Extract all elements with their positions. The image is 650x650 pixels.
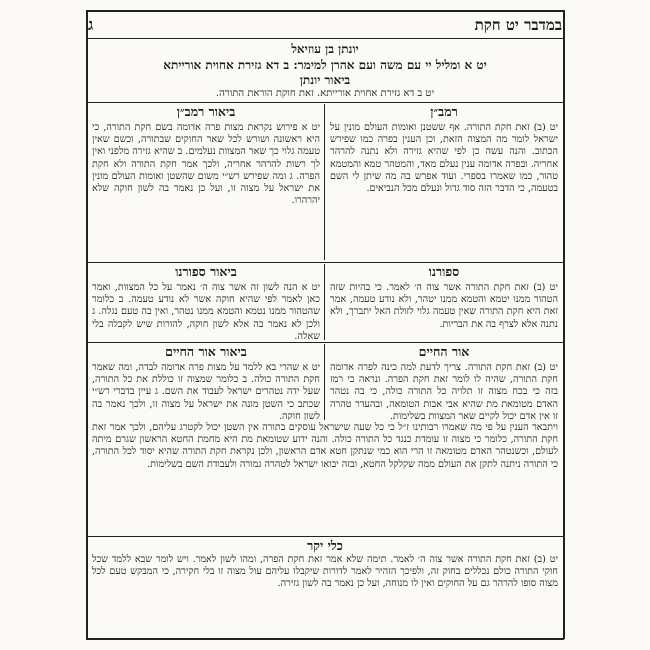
frame-left [86, 10, 88, 639]
or-hachaim-text: יט (ב) זאת חקת התורה. צריך לדעת למה כינה לפרה אדומה חקת התורה, שהיה לו לומר זאת חקת הפרה. ונראה כי רמז בזה כי בכח מצוה זו תלויה כל התורה כולה, כי בה נטהר האדם מטומאת מת שהיא אבי אבות הטומאה, ובהעדר טהרה זו אין אדם יכול לקיים שאר המצוות בשלימות. [330, 362, 558, 420]
biur-or-hachaim-column [92, 344, 320, 420]
section-rule-4 [86, 536, 564, 537]
or-hachaim-column [330, 344, 558, 420]
ramban-column [330, 104, 558, 260]
page-letter: ג [88, 15, 94, 34]
biur-sforno-column [92, 264, 320, 340]
biur-ramban-text: יט א פירוש נקראת מצות פרה אדומה בשם חקת התורה, כי היא ראשונה ושורש לכל שאר החוקים שבתורה, וכשם שאין טעמה גלוי כך שאר המצוות נעלמים. ב שהיא גזירה מלפני ואין לך רשות להרהר אחריה, ולכך אמר חקת התורה ולא חקת הפרה. ג ומה שפירש רש״י משום שהשטן ואומות העולם מונין את ישראל על מצוה זו, ועל כן נאמר בה לשון חוקה שלא יהרהרו. [92, 122, 320, 207]
column-divider-2 [324, 264, 325, 340]
biur-or-hachaim-title: ביאור אור החיים [165, 344, 247, 359]
kli-yakar-title: כלי יקר [307, 538, 343, 553]
targum-title: יונתן בן עוזיאל [291, 42, 359, 56]
biur-sforno-title: ביאור ספורנו [175, 264, 237, 279]
facing-page-bleed [8, 30, 78, 630]
kli-yakar-text: יט (ב) זאת חקת התורה אשר צוה ה׳ לאמר. תימה שלא אמר זאת חקת הפרה, ומהו לשון לאמר. ויש לומר שבא ללמד שכל חוקי התורה כולם נכללים בחוק זה, ולפיכך הזהיר לאמר לדורות שיקבלו עליהם עול מצוה זו בלי חקירה, כי המבקש טעם לכל מצוה סופו להרהר גם על החוקים ואין לו מנוחה, ועל כן נאמר בה לשון גזירה. [92, 554, 558, 590]
biur-ramban-title: ביאור רמב״ן [176, 104, 236, 119]
section-rule-2 [86, 262, 564, 263]
targum-verse: יט א ומליל יי עם משה ועם אהרן למימר: ב דא גזירת אחוית אורייתא [163, 58, 487, 72]
or-hachaim-title: אור החיים [418, 344, 470, 359]
wide-commentary [92, 422, 558, 534]
page-title: במדבר יט חקת [474, 15, 562, 34]
frame-right [563, 10, 565, 639]
running-header [88, 12, 562, 38]
kli-yakar-section [92, 538, 558, 636]
ramban-text: יט (ב) זאת חקת התורה. אף ששטנן ואומות העולם מונין על ישראל לומר מה המצוה הזאת, וכן הענין בפרה כמו שפירש הכתוב. והנה עשה כן לפי שהיא גזירה ולא נתנה להרהר אחריה. ובפרה אדומה ענין נעלם מאד, והמטהר טמא והמטמא טהור, כמו שאמרו בספרי. ועוד אפרש בה מה שיתן לי השם בטעמה, כי הדבר הזה סוד גדול ונעלם מכל הנביאים. [330, 122, 558, 195]
ramban-title: רמב״ן [430, 104, 458, 119]
frame-bottom [86, 638, 564, 640]
biur-sforno-text: יט א הנה לשון זה אשר צוה ה׳ נאמר על כל המצוות, ואמר כאן לאמר לפי שהיא חוקה אשר לא נודע טעמה. ב כלומר שהטהור ממנו נטמא והטמא ממנו נטהר, ואין בה טעם נגלה. ג ולכן לא נאמר בה אלא לשון חוקה, להורות שיש לקבלה בלי שאלה. [92, 282, 320, 340]
column-divider-3 [324, 344, 325, 420]
biur-or-hachaim-text: יט א שהרי בא ללמד על מצות פרה אדומה לבדה, ומה שאמר חקת התורה כולה. ב כלומר שמצוה זו כוללת את כל התורה, שעל ידה נטהרים ישראל לעבוד את השם. ג עיין בדברי רש״י שכתב כי השטן מונה את ישראל על מצוה זו, ולכך נאמר בה לשון חוקה. [92, 362, 320, 420]
header-rule [86, 38, 564, 39]
biur-ramban-column [92, 104, 320, 260]
sforno-text: יט (ב) זאת חקת התורה אשר צוה ה׳ לאמר. כי בהיות שזה הטהור ממנו יטמא והטמא ממנו יטהר, ולא נודע טעמה, אמר זאת היא חקת התורה שאין טעמה גלוי לזולת האל יתברך, ולא נתנה אלא לצרף בה את הבריות. [330, 282, 558, 330]
biur-yonatan-title: ביאור יונתן [299, 73, 351, 87]
sforno-column [330, 264, 558, 340]
section-rule-3 [86, 342, 564, 343]
column-divider-1 [324, 104, 325, 260]
wide-commentary-text: ויתבאר הענין על פי מה שאמרו רבותינו ז״ל כי כל שעה שישראל עוסקים בתורה אין השטן יכול לקטרג עליהם, ולכך אמר זאת חקת התורה, כלומר כי מצוה זו עומדת כנגד כל התורה כולה. והנה ידוע שטומאת מת היא מחמת החטא הראשון שגרם מיתה לעולם, וכשנטהר האדם מטומאה זו הרי הוא כמי שנתקן חטא אדם הראשון, ולכן נקראת חקת התורה שהיא יסוד לכל התורה, כי התורה ניתנה לתקן את העולם ממה שקלקל החטא, ובזה יבואו ישראל לטהרה גמורה ולעבודת השם בשלימות. [92, 422, 558, 470]
sforno-title: ספורנו [428, 264, 460, 279]
section-rule-1 [86, 102, 564, 103]
biur-yonatan-text: יט ב דא גזירת אחוית אורייתא. זאת חוקת הוראת התורה. [215, 88, 435, 99]
